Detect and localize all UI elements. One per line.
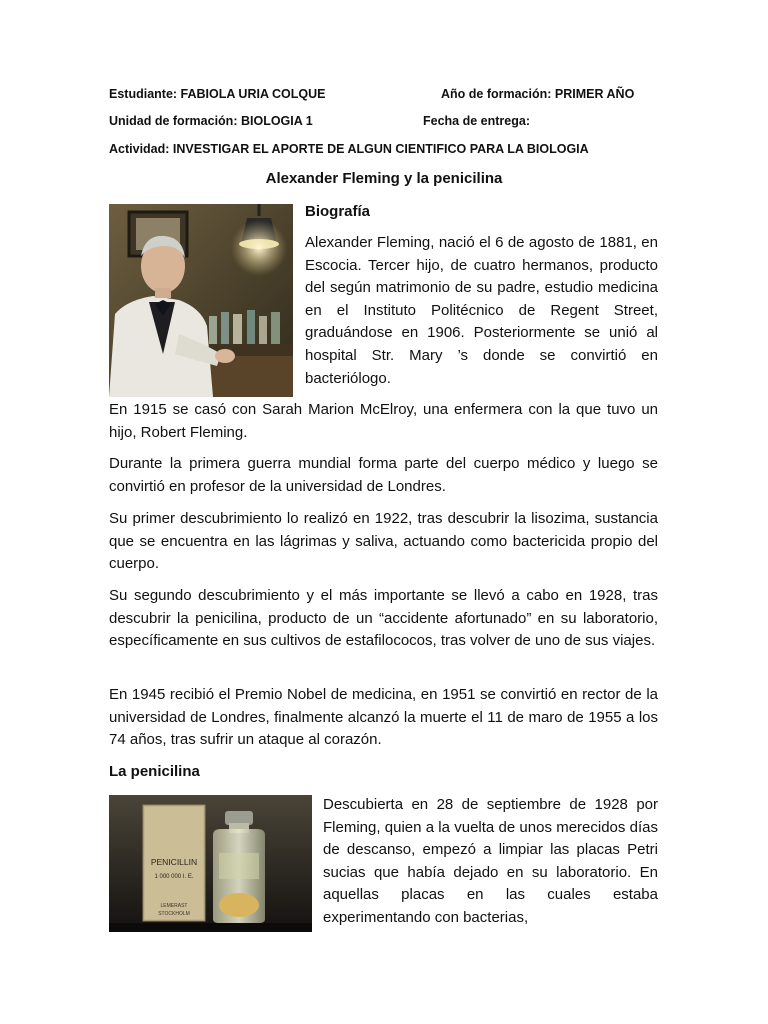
box-units: 1 000 000 I. E. [154,874,194,880]
year-line [441,87,634,101]
box-city: STOCKHOLM [158,911,190,917]
unit-label: Unidad de formación: [109,114,238,128]
activity-line [109,142,589,156]
fleming-photo [109,204,293,397]
biography-paragraph-1: Alexander Fleming, nació el 6 de agosto de 1881, en Escocia. Tercer hijo, de cuatro hermanos, producto del según matrimonio de su padre, estudio medicina en el Instituto Politécnico de Regent Street, graduándose en 1906. Posteriormente se unió al hospital Str. Mary ’s donde se convirtió en bacteriólogo. [305,234,658,387]
box-label: PENICILLIN [150,857,198,867]
activity-value: INVESTIGAR EL APORTE DE ALGUN CIENTIFICO PARA LA BIOLOGIA [172,142,589,156]
penicillin-heading: La penicilina [109,763,200,780]
box-brand: LEMERAST [160,903,188,909]
unit-value: BIOLOGIA 1 [240,114,313,128]
fleming-portrait-image [109,204,293,397]
student-line [109,87,325,101]
biography-paragraph-4: Su primer descubrimiento lo realizó en 1922, tras descubrir la lisozima, sustancia que se encuentra en las lágrimas y saliva, actuando como bactericida propio del cuerpo. [109,510,658,573]
penicillin-box-and-bottle-image [109,795,312,932]
student-value: FABIOLA URIA COLQUE [180,87,326,101]
date-label: Fecha de entrega: [423,114,530,128]
penicillin-photo [109,795,312,932]
year-label: Año de formación: [441,87,552,101]
page-title: Alexander Fleming y la penicilina [265,170,503,187]
activity-label: Actividad: [109,142,170,156]
year-value: PRIMER AÑO [554,87,635,101]
biography-paragraph-5: Su segundo descubrimiento y el más importante se llevó a cabo en 1928, tras descubrir la penicilina, producto de un “accidente afortunado” en su laboratorio, específicamente en sus cultivos de estafilococos, tras volver de uno de sus viajes. [109,587,658,650]
penicillin-paragraph-1: Descubierta en 28 de septiembre de 1928 por Fleming, quien a la vuelta de unos merecidos días de descanso, empezó a limpiar las placas Petri sucias que había dejado en su laboratorio. En aquellas placas en las cuales estaba experimentando con bacterias, [323,796,658,926]
biography-paragraph-3: Durante la primera guerra mundial forma parte del cuerpo médico y luego se convirtió en profesor de la universidad de Londres. [109,455,658,495]
biography-paragraph-6: En 1945 recibió el Premio Nobel de medicina, en 1951 se convirtió en rector de la universidad de Londres, finalmente alcanzó la muerte el 11 de maro de 1955 a los 74 años, tras sufrir un ataque al corazón. [109,686,658,749]
biography-heading: Biografía [305,203,371,220]
date-line [423,114,530,128]
unit-line [109,114,313,128]
biography-paragraph-2: En 1915 se casó con Sarah Marion McElroy, una enfermera con la que tuvo un hijo, Robert Fleming. [109,401,658,441]
student-label: Estudiante: [109,87,178,101]
